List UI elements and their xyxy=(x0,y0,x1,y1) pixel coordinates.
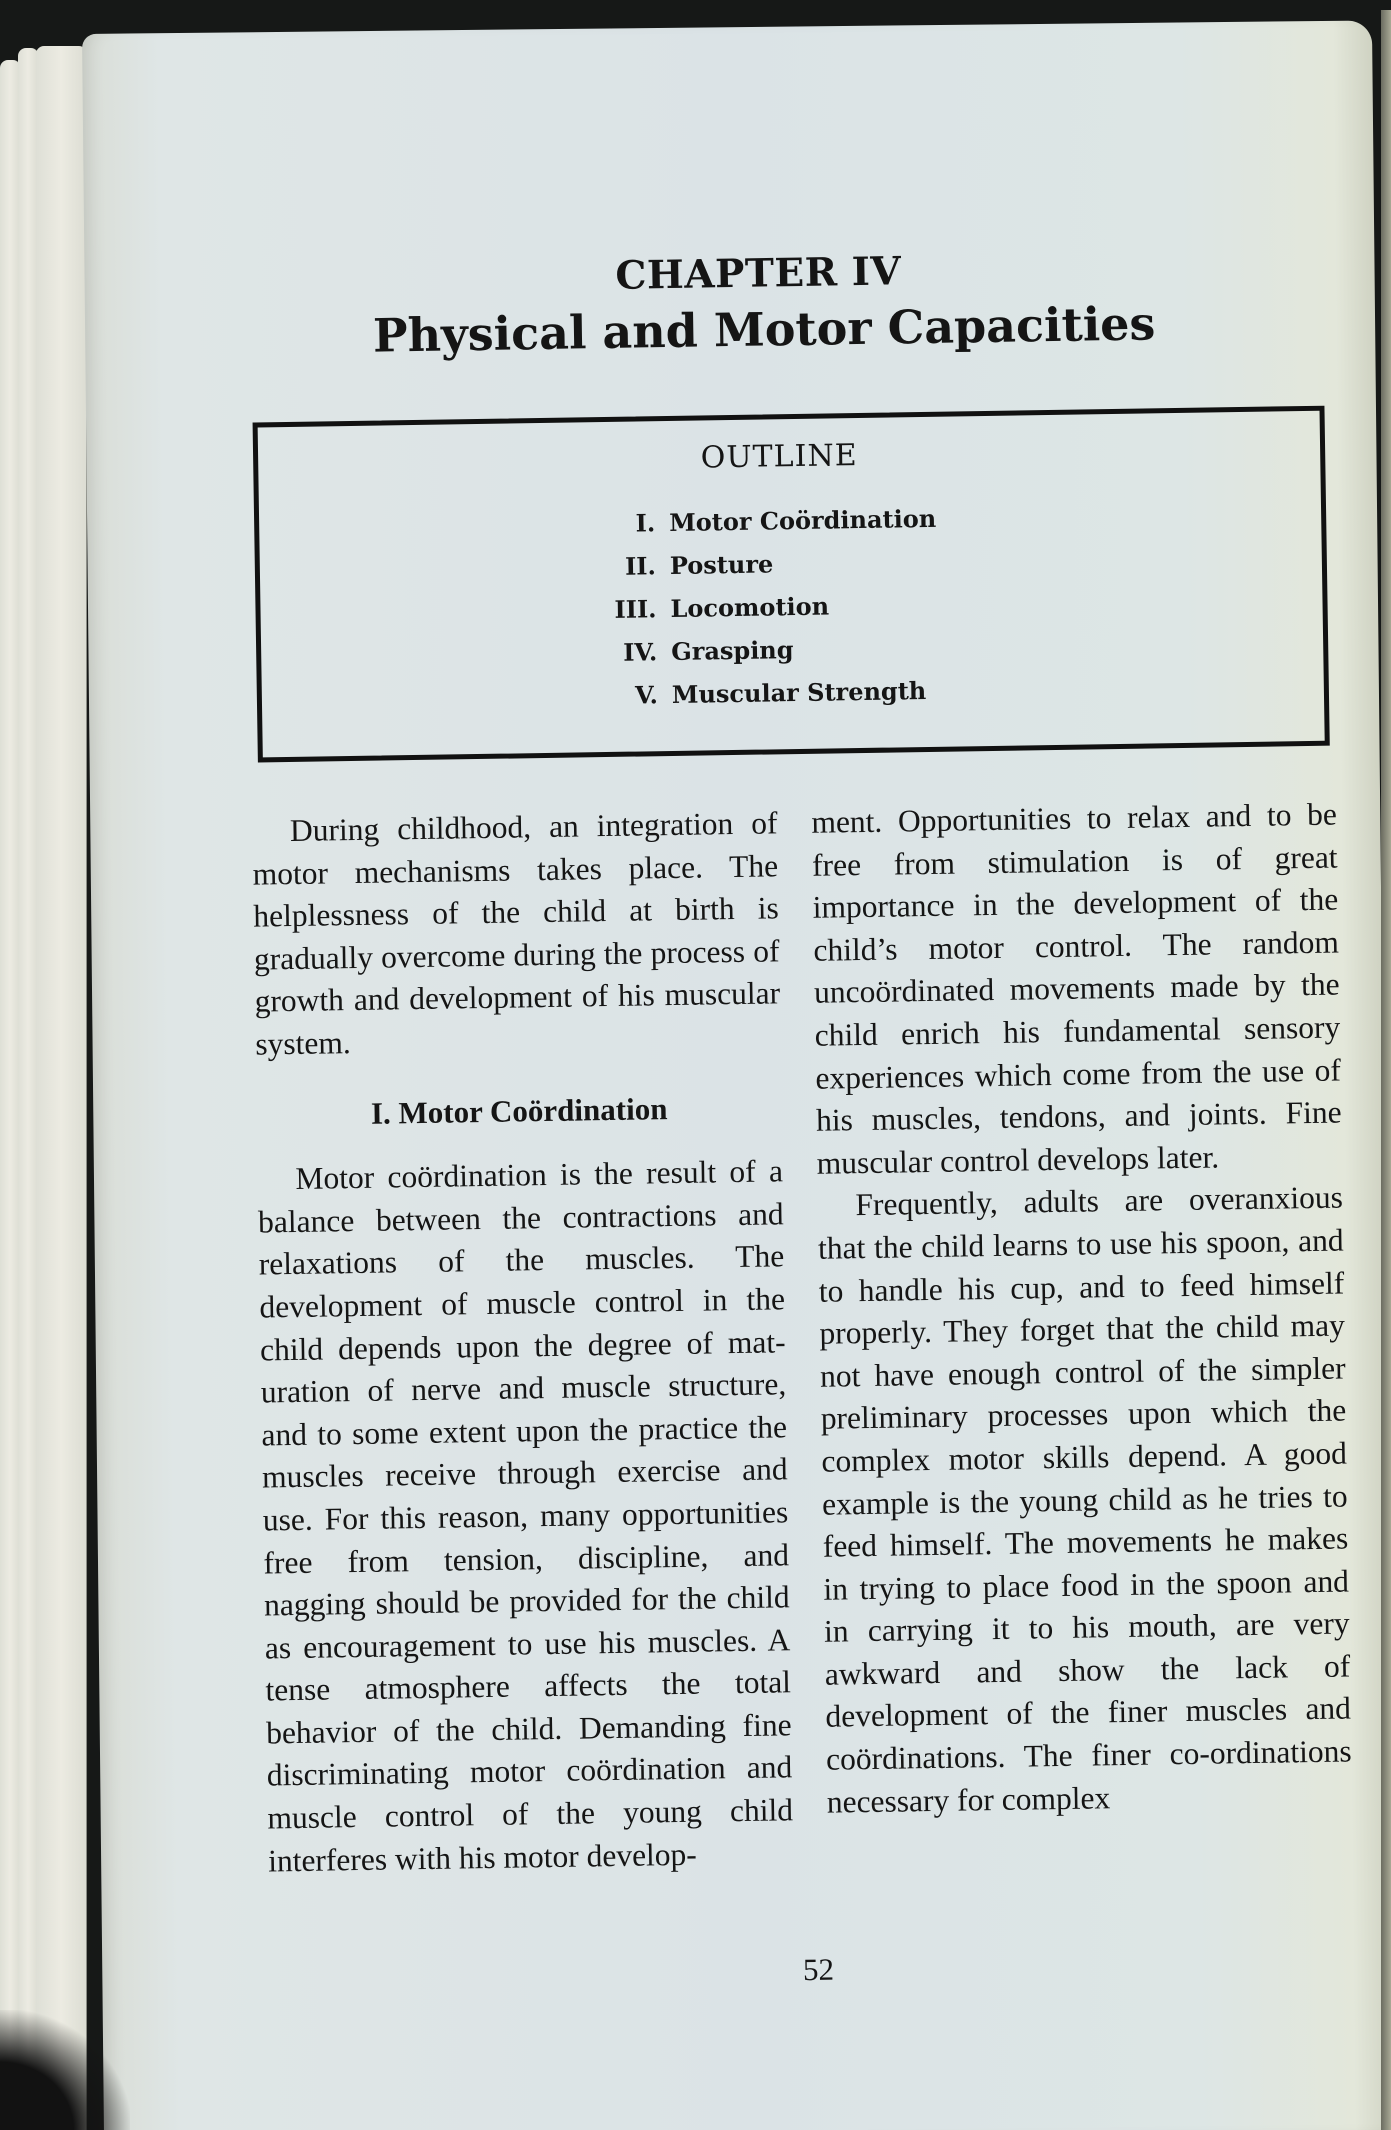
outline-numeral: I. xyxy=(635,508,656,538)
facing-page-edge xyxy=(1381,10,1391,2130)
outline-numeral: V. xyxy=(634,680,659,710)
outline-item xyxy=(598,669,940,717)
outline-label: Grasping xyxy=(670,635,794,666)
section-heading: I. Motor Coördination xyxy=(370,1090,668,1131)
page-edge xyxy=(36,46,87,2130)
outline-numeral: IV. xyxy=(622,637,658,667)
body-columns xyxy=(252,794,1354,1883)
outline-heading: OUTLINE xyxy=(700,438,858,476)
outline-label: Muscular Strength xyxy=(671,675,927,709)
chapter-number: CHAPTER IV xyxy=(615,248,902,299)
outline-label: Locomotion xyxy=(670,591,830,623)
intro-paragraph: During childhood, an integration of motor mechanisms takes place. The helplessness of the child at birth is gradually overcome during the process of growth and development of his muscular system. xyxy=(252,805,781,1062)
chapter-title: Physical and Motor Capacities xyxy=(372,296,1156,363)
left-column xyxy=(252,802,794,1882)
body-paragraph: Motor coördination is the result of a balance between the contractions and relaxations of the muscles. The development of muscle control in the child depends upon the degree of maturation of nerve and muscle structure, and to some extent upon the practice the muscles receive through exercise and use. For this reason, many opportunities free from tension, discipline, and nagging should be provided for the child as encouragement to use his muscles. A tense atmosphere affects the total behavior of the child. Demanding fine discriminating motor coördination and muscle control of the young child interferes with his motor develop- xyxy=(257,1153,794,1879)
page-number: 52 xyxy=(802,1951,835,1988)
page-content xyxy=(158,242,1353,1988)
right-column xyxy=(811,794,1353,1874)
shadow xyxy=(0,2010,130,2130)
outline-numeral: III. xyxy=(614,594,657,624)
continuation-paragraph: ment. Opportunities to relax and to be free from stimulation is of great importance in the development of the child’s motor control. The random uncoördinated movements made by the child enrich his fundamental sensory experiences which come from the use of his muscles, tendons, and joints. Fine muscular control develops later. xyxy=(811,796,1342,1181)
outline-label: Posture xyxy=(669,549,774,580)
outline-list xyxy=(595,497,939,717)
outline-label: Motor Coördination xyxy=(668,503,937,538)
outline-item xyxy=(596,540,938,588)
body-paragraph: Frequently, adults are overanxious that the child learns to use his spoon, and to handle his cup, and to feed himself properly. They forget that the child may not have enough control of the simpler preliminary processes upon which the complex motor skills depend. A good example is the young child as he tries to feed himself. The movements he makes in trying to place food in the spoon and in carrying it to his mouth, are very awkward and show the lack of development of the finer muscles and coördinations. The finer co-ordinations necessary for complex xyxy=(817,1179,1352,1820)
outline-numeral: II. xyxy=(624,551,657,581)
outline-item xyxy=(596,583,938,631)
outline-box xyxy=(253,406,1330,763)
outline-item xyxy=(597,626,939,674)
outline-item xyxy=(595,497,937,545)
